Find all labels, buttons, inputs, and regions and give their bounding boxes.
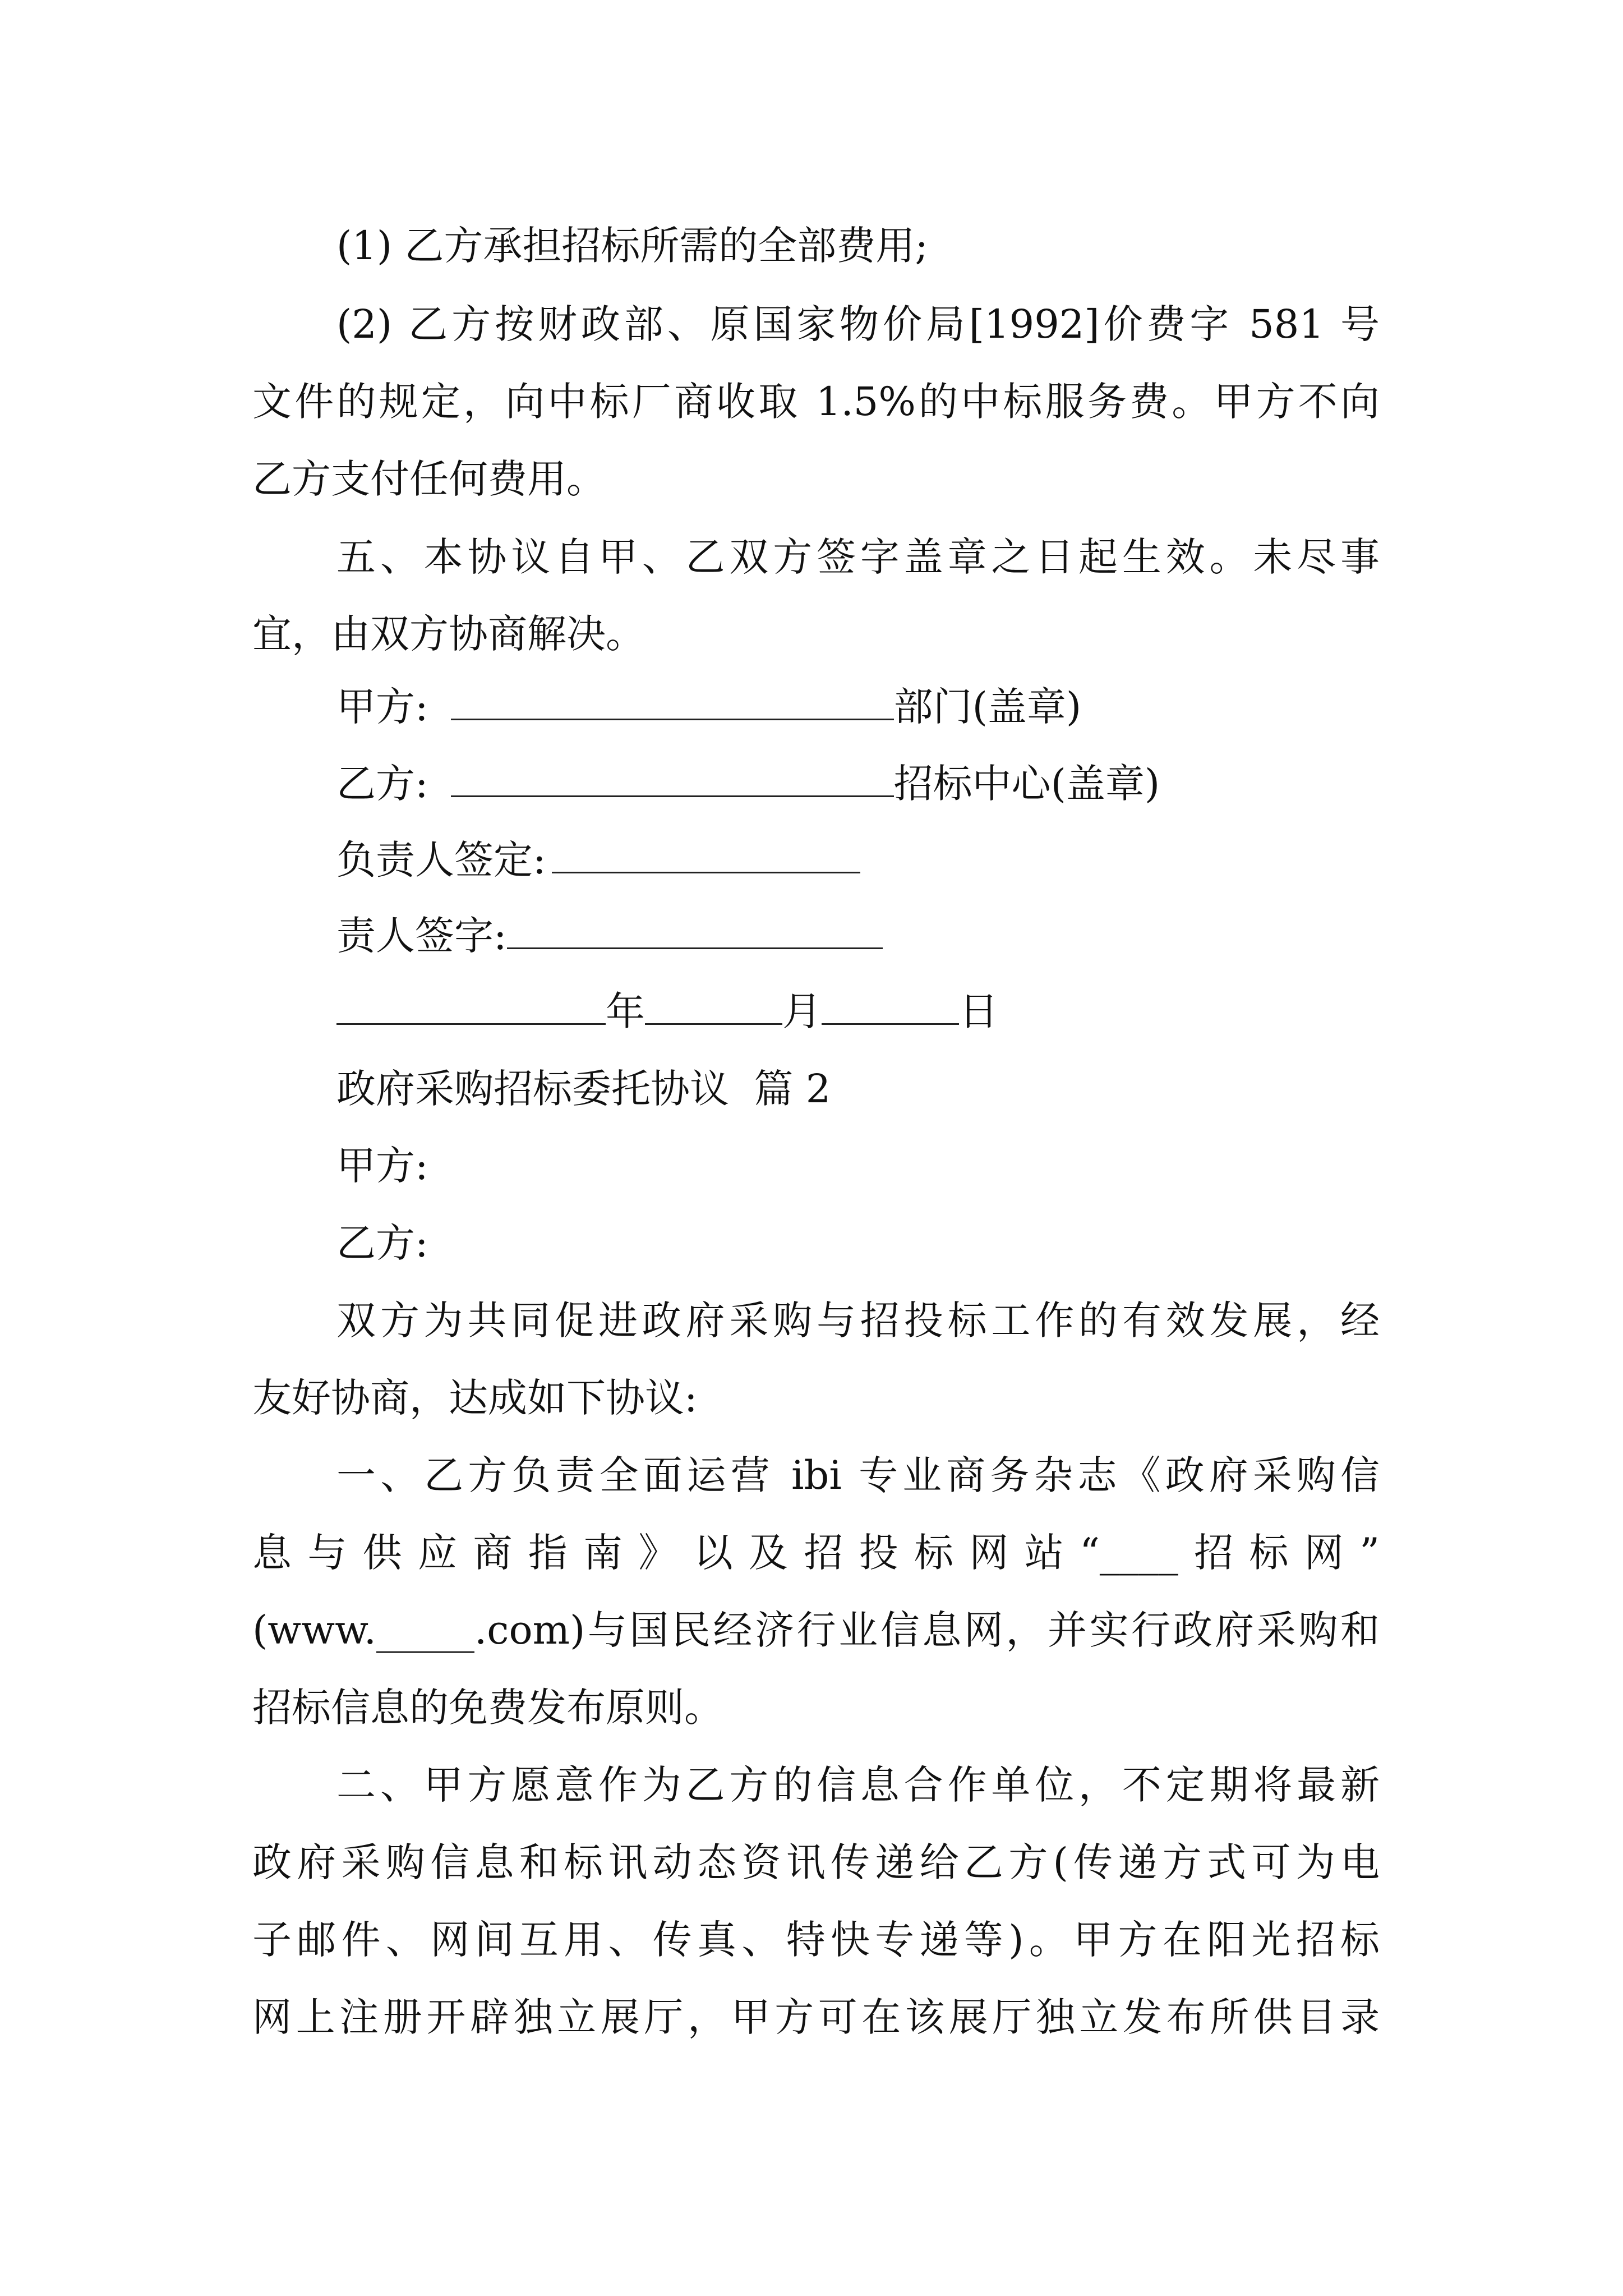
intro-line-1: 双方为共同促进政府采购与招投标工作的有效发展，经: [336, 1297, 1380, 1343]
responsible-sign-blank: [552, 837, 860, 873]
party-a-blank: [451, 684, 894, 720]
clause-one-line-2: 息与供应商指南》以及招投标网站“____招标网”: [252, 1530, 1380, 1576]
clause-fee-1: (1) 乙方承担招标所需的全部费用;: [336, 223, 928, 269]
clause-five-line-2: 宜，由双方协商解决。: [252, 611, 645, 657]
party-a-label: 甲方:: [336, 684, 428, 730]
party-a-suffix: 部门(盖章): [893, 684, 1082, 730]
clause-fee-2-line-3: 乙方支付任何费用。: [252, 456, 606, 502]
clause-two-line-4: 网上注册开辟独立展厅，甲方可在该展厅独立发布所供目录: [252, 1994, 1380, 2040]
clause-five-line-1: 五、本协议自甲、乙双方签字盖章之日起生效。未尽事: [336, 534, 1380, 580]
party-b-suffix: 招标中心(盖章): [893, 761, 1160, 807]
party-b-line: 乙方:: [336, 1220, 428, 1266]
clause-two-line-2: 政府采购信息和标讯动态资讯传递给乙方(传递方式可为电: [252, 1839, 1380, 1885]
party-a-line: 甲方:: [336, 1143, 428, 1189]
month-label: 月: [782, 988, 822, 1034]
party-b-signature-row: [336, 757, 1380, 811]
clause-one-line-4: 招标信息的免费发布原则。: [252, 1685, 723, 1731]
clause-one-line-1: 一、乙方负责全面运营 ibi 专业商务杂志《政府采购信: [336, 1452, 1380, 1498]
person-sign-blank: [507, 913, 883, 949]
responsible-sign-row: [336, 833, 1380, 887]
day-blank: [822, 988, 959, 1025]
year-blank: [336, 988, 606, 1025]
year-label: 年: [606, 988, 645, 1034]
party-b-label: 乙方:: [336, 761, 428, 807]
party-a-signature-row: [336, 680, 1380, 734]
clause-fee-2-line-1: (2) 乙方按财政部、原国家物价局[1992]价费字 581 号: [336, 301, 1380, 347]
party-b-blank: [451, 761, 894, 797]
clause-one-line-3: (www._____.com)与国民经济行业信息网，并实行政府采购和: [252, 1607, 1380, 1653]
date-row: [336, 984, 1380, 1038]
clause-two-line-3: 子邮件、网间互用、传真、特快专递等)。甲方在阳光招标: [252, 1917, 1380, 1963]
intro-line-2: 友好协商，达成如下协议:: [252, 1375, 698, 1421]
month-blank: [645, 988, 782, 1025]
person-sign-label: 责人签字:: [336, 913, 507, 959]
responsible-sign-label: 负责人签定:: [336, 837, 546, 883]
clause-fee-2-line-2: 文件的规定，向中标厂商收取 1.5%的中标服务费。甲方不向: [252, 379, 1380, 425]
person-sign-row: [336, 909, 1380, 963]
section-title: 政府采购招标委托协议 篇 2: [336, 1066, 831, 1112]
day-label: 日: [959, 988, 998, 1034]
clause-two-line-1: 二、甲方愿意作为乙方的信息合作单位，不定期将最新: [336, 1762, 1380, 1808]
